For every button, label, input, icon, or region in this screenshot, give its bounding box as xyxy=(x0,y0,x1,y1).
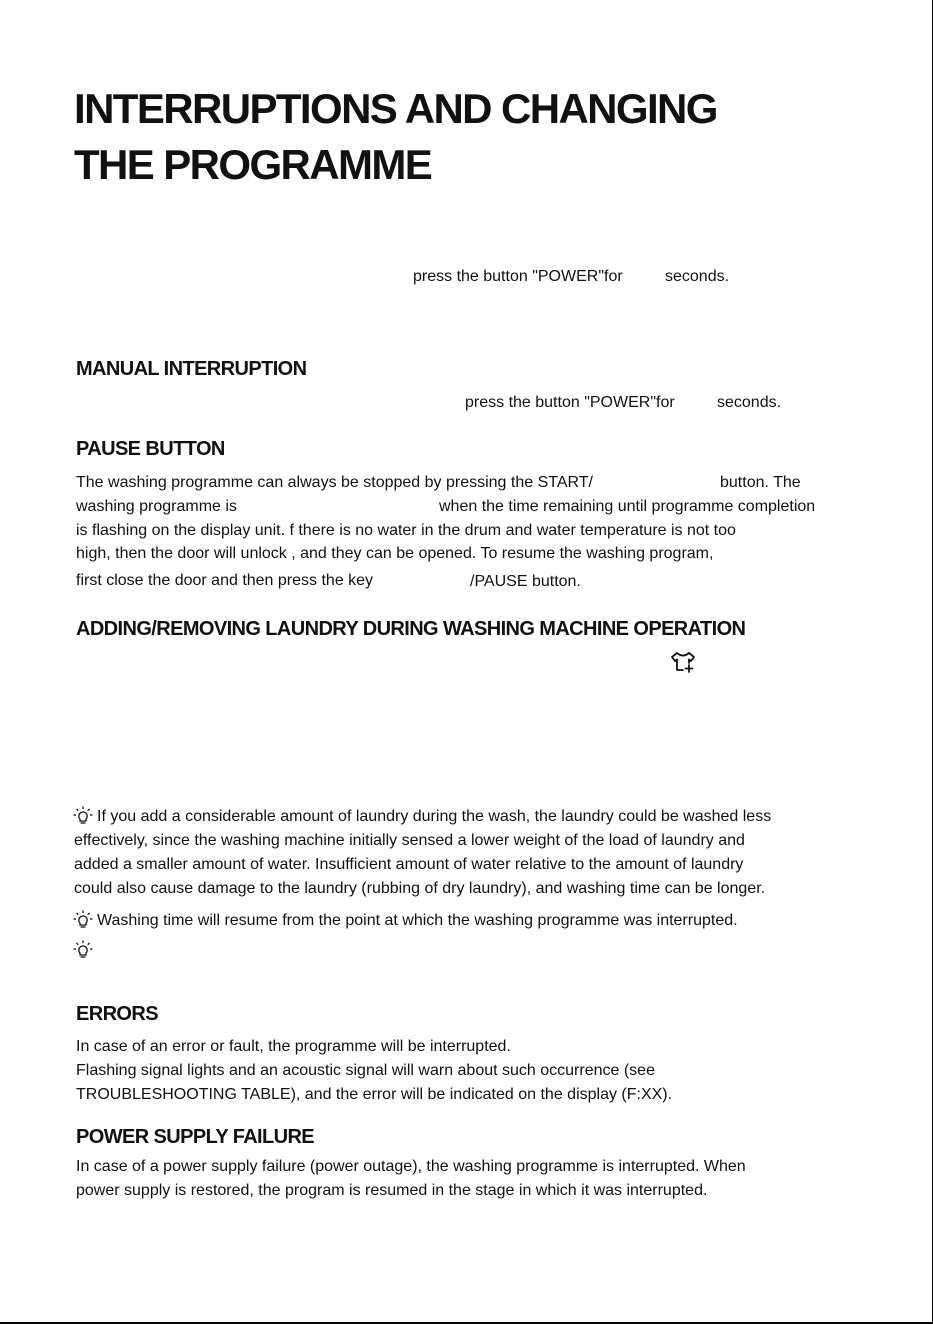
manual-interruption-text-part-2: seconds. xyxy=(717,394,782,411)
tip-1-line-2: effectively, since the washing machine initially sensed a lower weight of the load of laundry and xyxy=(74,832,745,849)
intro-text-part-1: press the button "POWER"for xyxy=(413,268,623,285)
pause-text-line-5b: /PAUSE button. xyxy=(470,573,581,590)
power-failure-line-2: power supply is restored, the program is resumed in the stage in which it was interrupted. xyxy=(76,1182,708,1199)
pause-text-line-5a: first close the door and then press the key xyxy=(76,572,374,589)
tip-1-line-1: If you add a considerable amount of laundry during the wash, the laundry could be washed less xyxy=(97,808,772,825)
intro-text-part-2: seconds. xyxy=(665,268,730,285)
pause-text-line-2b: when the time remaining until programme completion xyxy=(439,498,816,515)
power-supply-failure-heading: POWER SUPPLY FAILURE xyxy=(76,1126,315,1148)
pause-text-line-1b: button. The xyxy=(720,474,801,491)
pause-button-heading: PAUSE BUTTON xyxy=(76,438,225,460)
manual-interruption-heading: MANUAL INTERRUPTION xyxy=(76,358,307,380)
adding-removing-heading: ADDING/REMOVING LAUNDRY DURING WASHING MACHINE OPERATION xyxy=(76,618,746,640)
errors-line-3: TROUBLESHOOTING TABLE), and the error will be indicated on the display (F:XX). xyxy=(76,1086,673,1103)
page-title-line-1: INTERRUPTIONS AND CHANGING xyxy=(74,85,717,132)
pause-text-line-1a: The washing programme can always be stopped by pressing the START/ xyxy=(76,474,593,491)
lightbulb-icon xyxy=(73,940,93,960)
pause-text-line-4: high, then the door will unlock , and they can be opened. To resume the washing program, xyxy=(76,545,714,562)
pause-text-line-3: is flashing on the display unit. f there is no water in the drum and water temperature is not too xyxy=(76,522,736,539)
manual-interruption-text-part-1: press the button "POWER"for xyxy=(465,394,675,411)
lightbulb-icon xyxy=(73,910,93,930)
shirt-plus-icon xyxy=(670,650,696,674)
errors-heading: ERRORS xyxy=(76,1003,158,1025)
power-failure-line-1: In case of a power supply failure (power outage), the washing programme is interrupted. When xyxy=(76,1158,746,1175)
tip-1-line-4: could also cause damage to the laundry (rubbing of dry laundry), and washing time can be longer. xyxy=(74,880,766,897)
tip-1-line-3: added a smaller amount of water. Insufficient amount of water relative to the amount of laundry xyxy=(74,856,744,873)
pause-text-line-2a: washing programme is xyxy=(76,498,237,515)
lightbulb-icon xyxy=(73,806,93,826)
errors-line-2: Flashing signal lights and an acoustic signal will warn about such occurrence (see xyxy=(76,1062,655,1079)
page-title-line-2: THE PROGRAMME xyxy=(74,141,432,188)
errors-line-1: In case of an error or fault, the programme will be interrupted. xyxy=(76,1038,511,1055)
tip-2-text: Washing time will resume from the point at which the washing programme was interrupted. xyxy=(97,912,738,929)
